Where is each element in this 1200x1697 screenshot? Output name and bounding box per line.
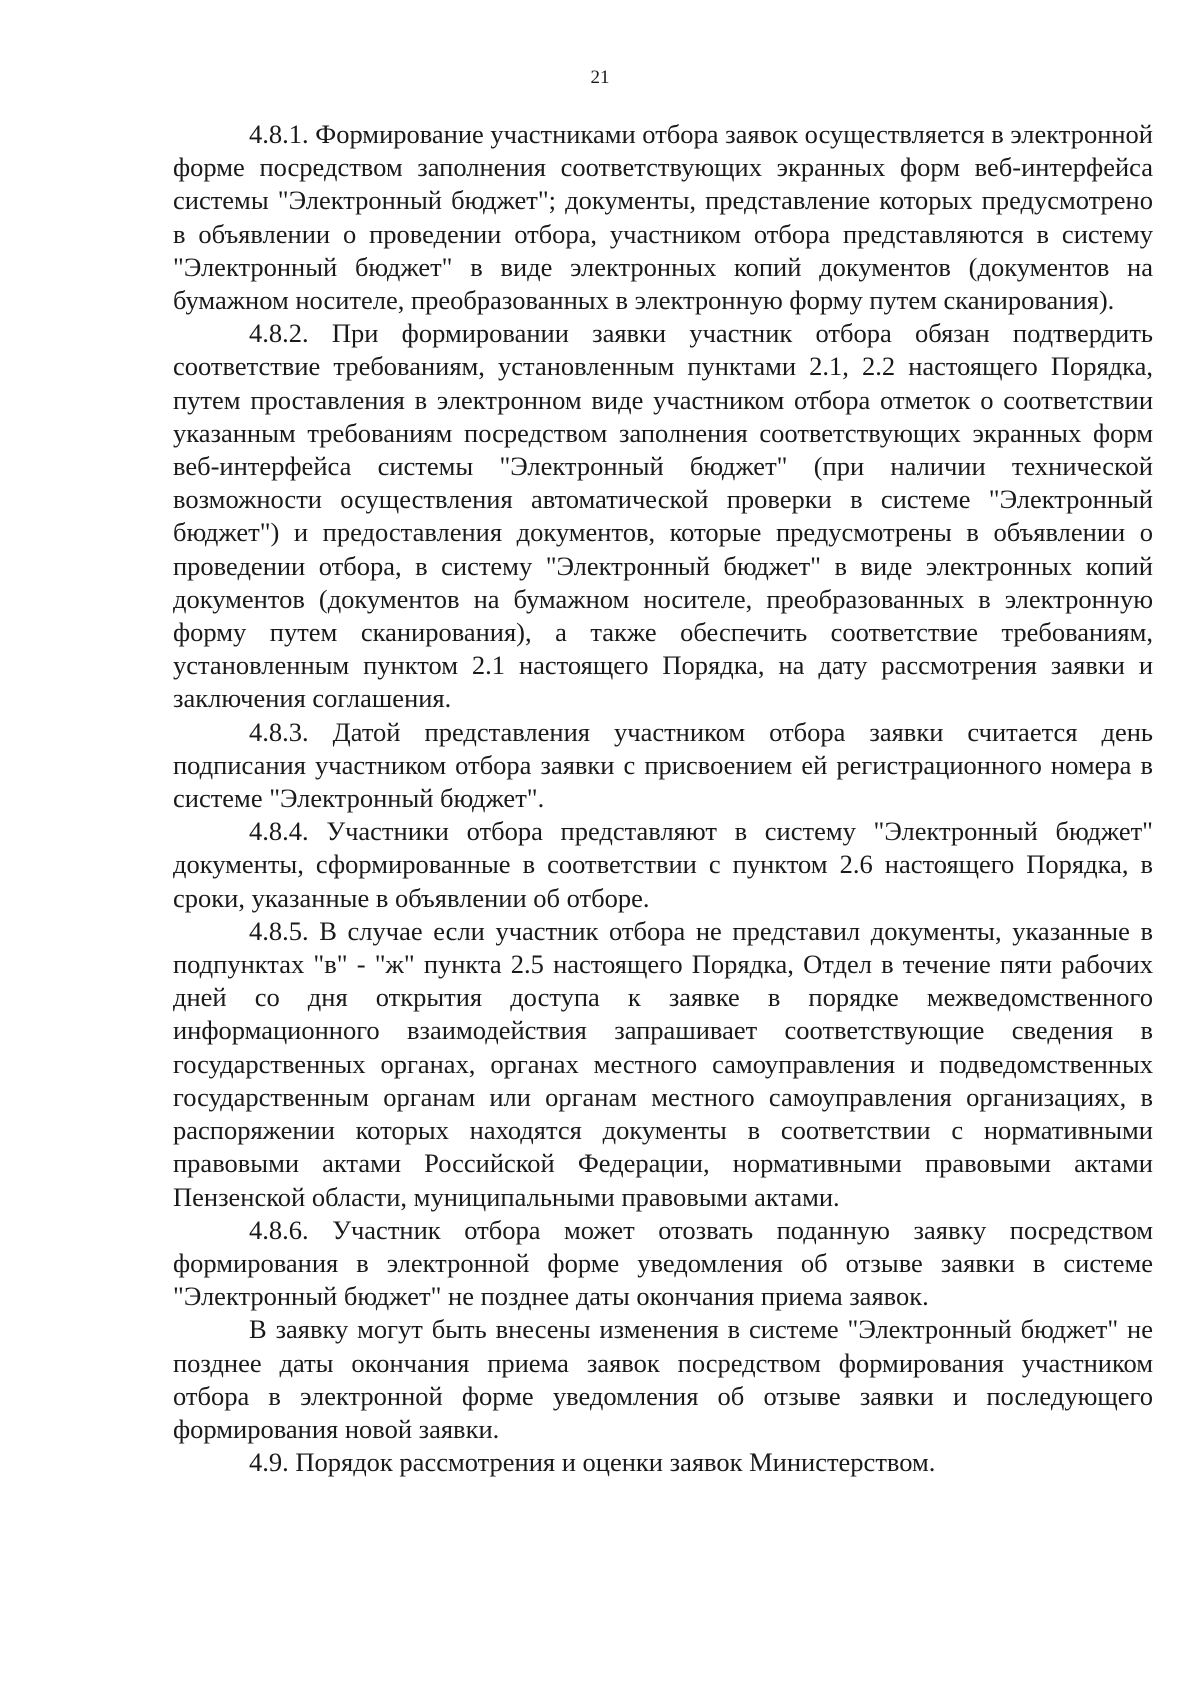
paragraph-amendments: В заявку могут быть внесены изменения в системе "Электронный бюджет" не позднее даты окончания приема заявок посредством формирования участником отбора в электронной форме уведомления об отзыве заявки и последующего формирования новой заявки. — [173, 1314, 1153, 1444]
paragraph-4-8-3: 4.8.3. Датой представления участником отбора заявки считается день подписания участником отбора заявки с присвоением ей регистрационного номера в системе "Электронный бюджет". — [173, 716, 1153, 814]
paragraph-4-8-6: 4.8.6. Участник отбора может отозвать поданную заявку посредством формирования в электронной форме уведомления об отзыве заявки в системе "Электронный бюджет" не позднее даты окончания приема заявок. — [173, 1214, 1153, 1312]
paragraph-4-8-2: 4.8.2. При формировании заявки участник отбора обязан подтвердить соответствие требованиям, установленным пунктами 2.1, 2.2 настоящего Порядка, путем проставления в электронном виде участником отбора отметок о соответствии указанным требованиям посредством заполнения соответствующих экранных форм веб-интерфейса системы "Электронный бюджет" (при наличии технической возможности осуществления автоматической проверки в системе "Электронный бюджет") и предоставления документов, которые предусмотрены в объявлении о проведении отбора, в систему "Электронный бюджет" в виде электронных копий документов (документов на бумажном носителе, преобразованных в электронную форму путем сканирования), а также обеспечить соответствие требованиям, установленным пунктом 2.1 настоящего Порядка, на дату рассмотрения заявки и заключения соглашения. — [173, 318, 1153, 714]
paragraph-4-8-1: 4.8.1. Формирование участниками отбора заявок осуществляется в электронной форме посредством заполнения соответствующих экранных форм веб-интерфейса системы "Электронный бюджет"; документы, представление которых предусмотрено в объявлении о проведении отбора, участником отбора представляются в систему "Электронный бюджет" в виде электронных копий документов (документов на бумажном носителе, преобразованных в электронную форму путем сканирования). — [173, 119, 1153, 316]
document-body — [173, 118, 1153, 1479]
paragraph-4-8-4: 4.8.4. Участники отбора представляют в систему "Электронный бюджет" документы, сформированные в соответствии с пунктом 2.6 настоящего Порядка, в сроки, указанные в объявлении об отборе. — [173, 816, 1153, 913]
paragraph-4-8-5: 4.8.5. В случае если участник отбора не представил документы, указанные в подпунктах "в" - "ж" пункта 2.5 настоящего Порядка, Отдел в течение пяти рабочих дней со дня открытия доступа к заявке в порядке межведомственного информационного взаимодействия запрашивает соответствующие сведения в государственных органах, органах местного самоуправления и подведомственных государственным органам или органам местного самоуправления организациях, в распоряжении которых находятся документы в соответствии с нормативными правовыми актами Российской Федерации, нормативными правовыми актами Пензенской области, муниципальными правовыми актами. — [173, 915, 1153, 1212]
paragraph-4-9: 4.9. Порядок рассмотрения и оценки заявок Министерством. — [249, 1447, 936, 1478]
page-number: 21 — [590, 67, 610, 88]
